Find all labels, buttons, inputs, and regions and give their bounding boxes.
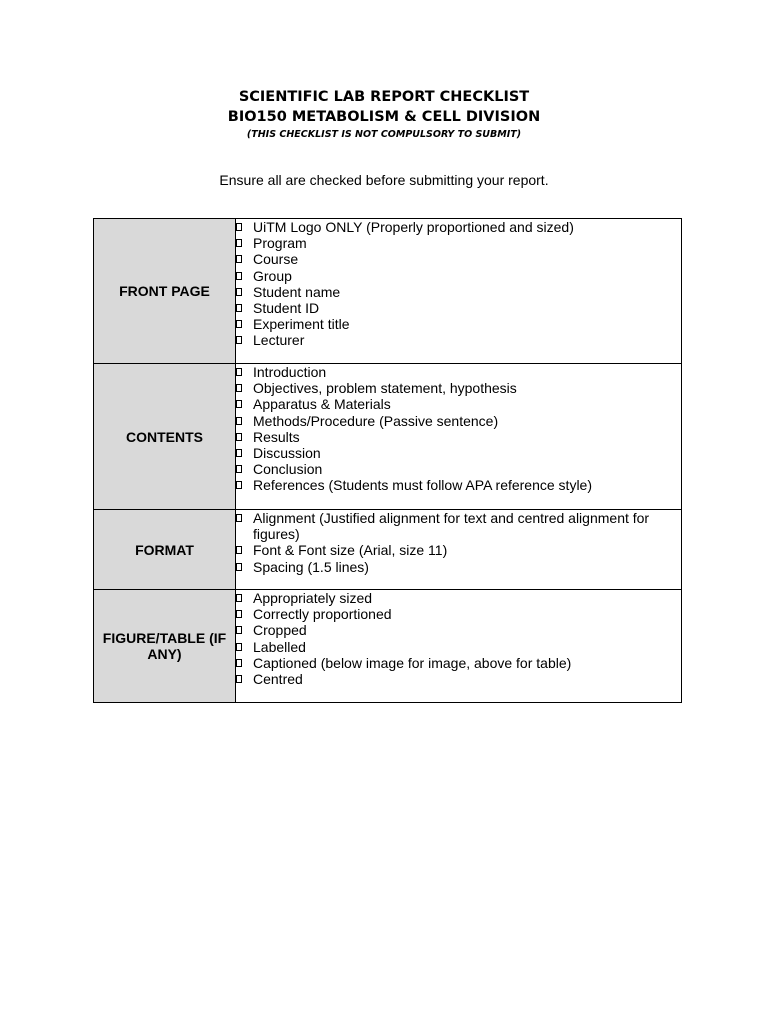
checklist-item <box>236 429 681 445</box>
section-row-contents <box>94 364 682 510</box>
checklist-item-text: Conclusion <box>253 461 323 478</box>
checkbox-icon[interactable] <box>236 659 242 667</box>
checklist-item-text: Methods/Procedure (Passive sentence) <box>253 412 499 429</box>
checklist-item <box>236 284 681 300</box>
document-title: SCIENTIFIC LAB REPORT CHECKLIST <box>238 89 530 105</box>
checklist-item <box>236 235 681 251</box>
instruction-text: Ensure all are checked before submitting your report. <box>219 172 549 188</box>
checkbox-icon[interactable] <box>236 626 242 634</box>
checklist-item-text: Captioned (below image for image, above for table) <box>253 654 572 671</box>
checklist-item-text: Discussion <box>253 445 321 462</box>
checkbox-icon[interactable] <box>236 514 242 522</box>
checklist-item-text: Lecturer <box>253 332 305 349</box>
checkbox-icon[interactable] <box>236 368 242 376</box>
section-row-format <box>94 510 682 590</box>
checkbox-icon[interactable] <box>236 288 242 296</box>
checklist-item-text: Course <box>253 251 299 268</box>
checklist-item <box>236 364 681 380</box>
checklist-item <box>236 655 681 671</box>
checklist-item-text: Student ID <box>253 300 320 317</box>
checkbox-icon[interactable] <box>236 384 242 392</box>
checkbox-icon[interactable] <box>236 239 242 247</box>
checkbox-icon[interactable] <box>236 643 242 651</box>
checklist-items <box>236 590 681 687</box>
checkbox-icon[interactable] <box>236 223 242 231</box>
checklist-item-text: Font & Font size (Arial, size 11) <box>253 542 448 559</box>
checklist-item-text: Experiment title <box>253 316 350 333</box>
section-label: CONTENTS <box>94 364 236 510</box>
checklist-items <box>236 364 681 494</box>
checklist-item <box>236 461 681 477</box>
checklist-item-text: Group <box>253 267 292 284</box>
checklist-item <box>236 219 681 235</box>
checklist-item-text: References (Students must follow APA reference style) <box>253 477 593 494</box>
checkbox-icon[interactable] <box>236 481 242 489</box>
checkbox-icon[interactable] <box>236 433 242 441</box>
checklist-item <box>236 268 681 284</box>
document-subtitle: BIO150 METABOLISM & CELL DIVISION <box>227 109 541 125</box>
checklist-item <box>236 542 681 558</box>
checkbox-icon[interactable] <box>236 320 242 328</box>
checkbox-icon[interactable] <box>236 675 242 683</box>
checklist-item <box>236 316 681 332</box>
section-label: FRONT PAGE <box>94 219 236 364</box>
checkbox-icon[interactable] <box>236 594 242 602</box>
checklist-item <box>236 300 681 316</box>
section-row-figure-table <box>94 590 682 703</box>
checklist-item <box>236 413 681 429</box>
checklist-items <box>236 219 681 349</box>
checklist-item-text: Results <box>253 428 300 445</box>
checklist-item-text: Centred <box>253 671 303 688</box>
checklist-item <box>236 559 681 575</box>
checkbox-icon[interactable] <box>236 255 242 263</box>
checkbox-icon[interactable] <box>236 610 242 618</box>
checklist-item-text: Apparatus & Materials <box>253 396 391 413</box>
checklist-item-text: Spacing (1.5 lines) <box>253 558 369 575</box>
checklist-item-text: Cropped <box>253 622 307 639</box>
checklist-item-text: Program <box>253 235 307 252</box>
section-row-front-page <box>94 219 682 364</box>
checklist-item-text: Alignment (Justified alignment for text and centred alignment for figures) <box>253 510 650 543</box>
checklist-item <box>236 590 681 606</box>
checklist-item <box>236 251 681 267</box>
checklist-item-text: Appropriately sized <box>253 590 373 606</box>
checkbox-icon[interactable] <box>236 304 242 312</box>
checkbox-icon[interactable] <box>236 465 242 473</box>
checklist-items <box>236 510 681 575</box>
checkbox-icon[interactable] <box>236 272 242 280</box>
checklist-item <box>236 639 681 655</box>
checklist-table <box>93 218 682 703</box>
checklist-item-text: UiTM Logo ONLY (Properly proportioned and sized) <box>253 219 574 235</box>
checklist-item <box>236 510 681 542</box>
checklist-item <box>236 332 681 348</box>
checkbox-icon[interactable] <box>236 400 242 408</box>
checklist-item-text: Introduction <box>253 364 327 380</box>
checklist-item <box>236 396 681 412</box>
checklist-item <box>236 606 681 622</box>
section-label: FIGURE/TABLE (IF ANY) <box>94 590 236 703</box>
checkbox-icon[interactable] <box>236 546 242 554</box>
checklist-item-text: Objectives, problem statement, hypothesis <box>253 380 517 397</box>
checklist-item-text: Labelled <box>253 638 306 655</box>
submission-note: (THIS CHECKLIST IS NOT COMPULSORY TO SUBMIT) <box>246 129 522 140</box>
checklist-item <box>236 622 681 638</box>
checkbox-icon[interactable] <box>236 417 242 425</box>
checklist-item <box>236 380 681 396</box>
checklist-item <box>236 477 681 493</box>
checkbox-icon[interactable] <box>236 563 242 571</box>
section-label: FORMAT <box>94 510 236 590</box>
checklist-item-text: Student name <box>253 283 341 300</box>
checkbox-icon[interactable] <box>236 449 242 457</box>
checklist-item-text: Correctly proportioned <box>253 606 392 623</box>
checklist-item <box>236 445 681 461</box>
checklist-item <box>236 671 681 687</box>
checkbox-icon[interactable] <box>236 336 242 344</box>
